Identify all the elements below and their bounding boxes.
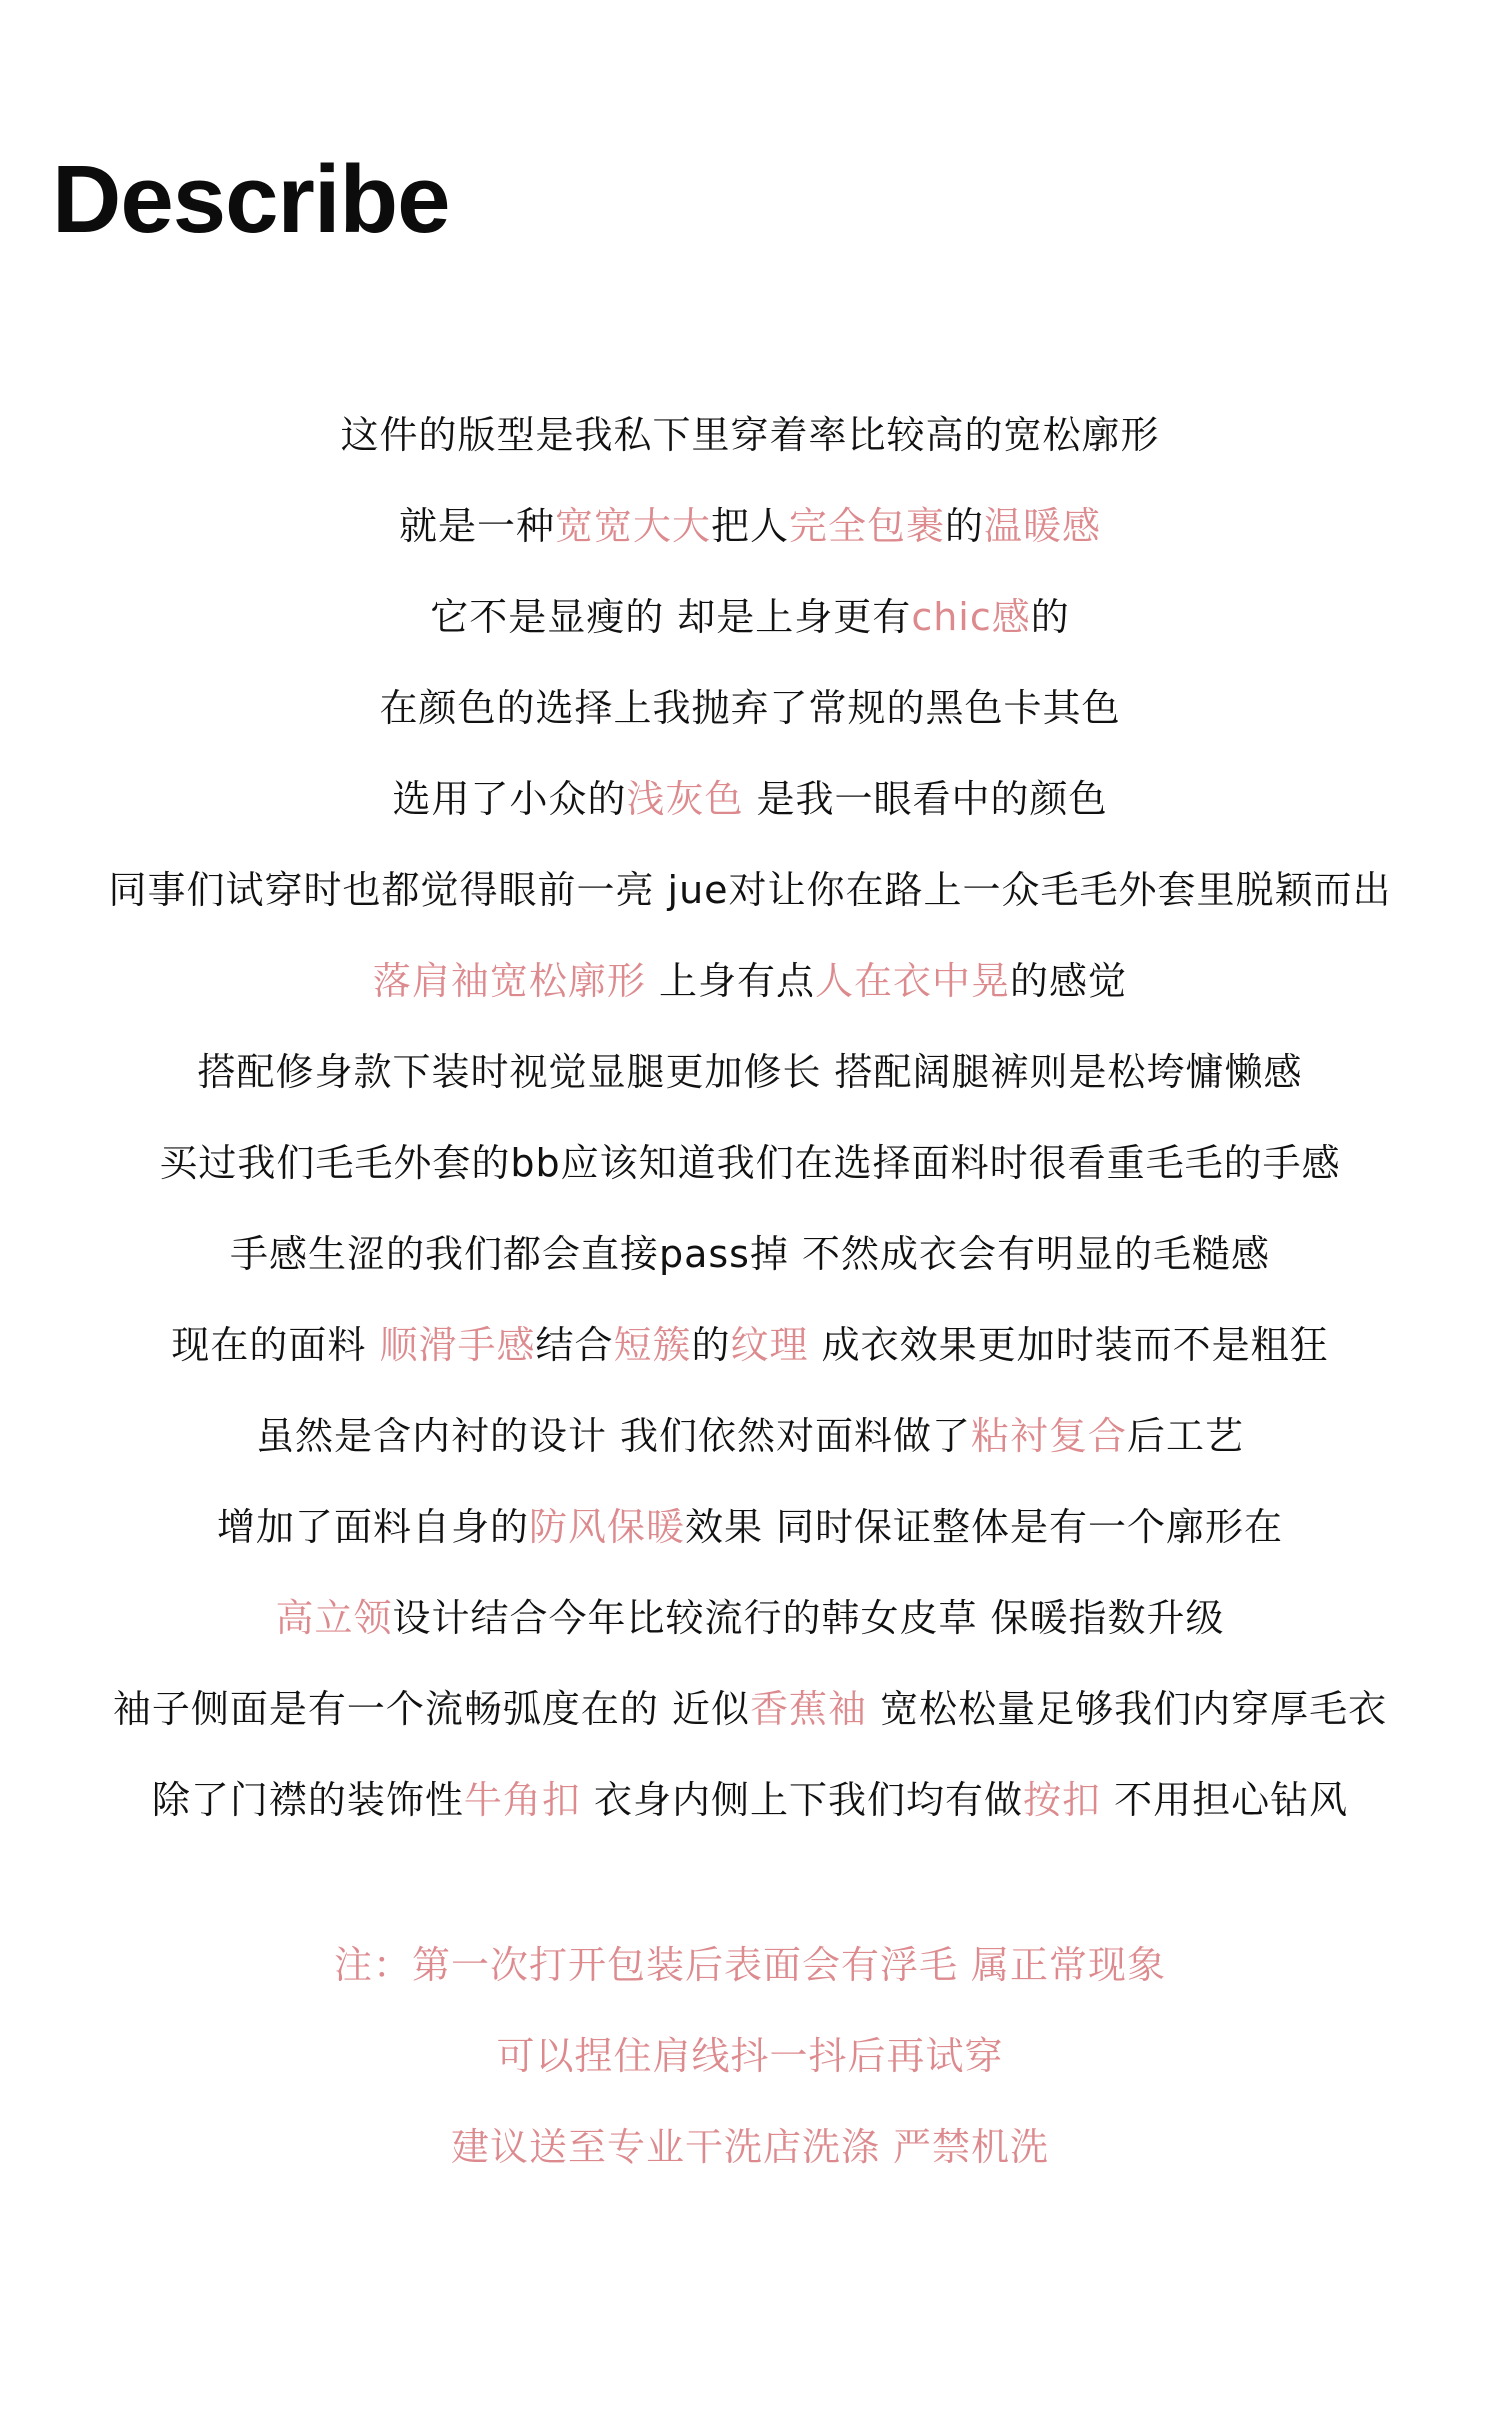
care-note-line: 注：第一次打开包装后表面会有浮毛 属正常现象 bbox=[333, 1943, 1167, 1987]
description-line bbox=[0, 1573, 1500, 1664]
page-title: Describe bbox=[52, 146, 450, 253]
highlight-text: 短簇 bbox=[613, 1323, 692, 1367]
description-line bbox=[0, 1391, 1500, 1482]
body-text: 宽松松量足够我们内穿厚毛衣 bbox=[867, 1687, 1388, 1731]
description-line bbox=[0, 1300, 1500, 1391]
body-text: 的 bbox=[691, 1323, 731, 1367]
body-text: 它不是显瘦的 却是上身更有 bbox=[430, 595, 912, 639]
body-text: 手感生涩的我们都会直接pass掉 不然成衣会有明显的毛糙感 bbox=[229, 1232, 1271, 1276]
body-text: 搭配修身款下装时视觉显腿更加修长 搭配阔腿裤则是松垮慵懒感 bbox=[197, 1050, 1303, 1094]
highlight-text: 落肩袖宽松廓形 bbox=[372, 959, 646, 1003]
body-text: 选用了小众的 bbox=[392, 777, 627, 821]
body-text: 就是一种 bbox=[398, 504, 555, 548]
description-line bbox=[0, 1209, 1500, 1300]
description-line bbox=[0, 481, 1500, 572]
description-line bbox=[0, 390, 1500, 481]
description-line bbox=[0, 663, 1500, 754]
description-line bbox=[0, 1027, 1500, 1118]
care-note-line: 可以捏住肩线抖一抖后再试穿 bbox=[496, 2034, 1004, 2078]
body-text: 这件的版型是我私下里穿着率比较高的宽松廓形 bbox=[340, 413, 1160, 457]
body-text: 的 bbox=[945, 504, 985, 548]
description-line bbox=[0, 754, 1500, 845]
body-text: 上身有点 bbox=[645, 959, 816, 1003]
body-text: 效果 同时保证整体是有一个廓形在 bbox=[684, 1505, 1284, 1549]
body-text: 设计结合今年比较流行的韩女皮草 保暖指数升级 bbox=[392, 1596, 1225, 1640]
body-text: 不用担心钻风 bbox=[1101, 1778, 1349, 1822]
body-text: 虽然是含内衬的设计 我们依然对面料做了 bbox=[255, 1414, 972, 1458]
description-line bbox=[0, 1755, 1500, 1846]
body-text: 袖子侧面是有一个流畅弧度在的 近似 bbox=[112, 1687, 750, 1731]
description-line bbox=[0, 1664, 1500, 1755]
body-text: 增加了面料自身的 bbox=[216, 1505, 529, 1549]
body-text: 后工艺 bbox=[1127, 1414, 1245, 1458]
highlight-text: 防风保暖 bbox=[528, 1505, 685, 1549]
body-text: 衣身内侧上下我们均有做 bbox=[580, 1778, 1023, 1822]
highlight-text: 纹理 bbox=[730, 1323, 809, 1367]
highlight-text: 香蕉袖 bbox=[749, 1687, 867, 1731]
body-text: 成衣效果更加时装而不是粗狂 bbox=[808, 1323, 1329, 1367]
highlight-text: 牛角扣 bbox=[463, 1778, 581, 1822]
description-line bbox=[0, 572, 1500, 663]
body-text: 是我一眼看中的颜色 bbox=[743, 777, 1108, 821]
highlight-text: 完全包裹 bbox=[789, 504, 946, 548]
body-text: 同事们试穿时也都觉得眼前一亮 jue对让你在路上一众毛毛外套里脱颖而出 bbox=[108, 868, 1392, 912]
description-line bbox=[0, 936, 1500, 1027]
description-block bbox=[0, 390, 1500, 1846]
highlight-text: chic感 bbox=[911, 595, 1031, 639]
care-notes bbox=[0, 1920, 1500, 2193]
body-text: 的感觉 bbox=[1010, 959, 1128, 1003]
highlight-text: 粘衬复合 bbox=[971, 1414, 1128, 1458]
body-text: 在颜色的选择上我抛弃了常规的黑色卡其色 bbox=[379, 686, 1121, 730]
highlight-text: 宽宽大大 bbox=[554, 504, 711, 548]
description-line bbox=[0, 1118, 1500, 1209]
highlight-text: 人在衣中晃 bbox=[815, 959, 1011, 1003]
body-text: 除了门襟的装饰性 bbox=[151, 1778, 464, 1822]
body-text: 把人 bbox=[710, 504, 789, 548]
description-line bbox=[0, 1482, 1500, 1573]
highlight-text: 温暖感 bbox=[984, 504, 1102, 548]
highlight-text: 顺滑手感 bbox=[379, 1323, 536, 1367]
body-text: 结合 bbox=[535, 1323, 614, 1367]
care-note-line: 建议送至专业干洗店洗涤 严禁机洗 bbox=[450, 2125, 1050, 2169]
body-text: 的 bbox=[1030, 595, 1070, 639]
body-text: 现在的面料 bbox=[171, 1323, 380, 1367]
highlight-text: 高立领 bbox=[275, 1596, 393, 1640]
highlight-text: 浅灰色 bbox=[626, 777, 744, 821]
body-text: 买过我们毛毛外套的bb应该知道我们在选择面料时很看重毛毛的手感 bbox=[159, 1141, 1341, 1185]
description-line bbox=[0, 845, 1500, 936]
highlight-text: 按扣 bbox=[1023, 1778, 1102, 1822]
